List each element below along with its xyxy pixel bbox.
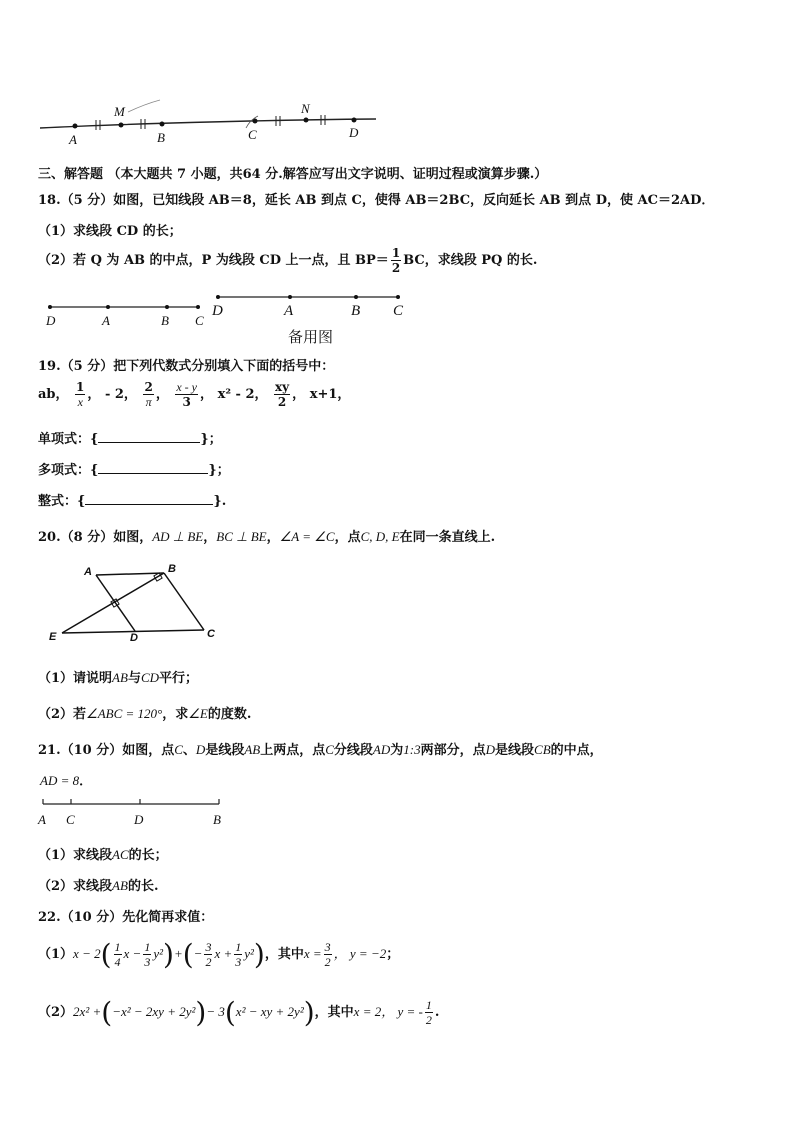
q21-label-c: C [66,812,75,827]
q22-p1-c: y² [153,946,163,961]
cond-ad-perp-be: AD ⊥ BE [152,529,204,544]
plus-sign: + [173,946,183,961]
frac-1-3: $\frac{1}{3}$ [144,940,151,969]
q18-bk-label-c: C [393,303,404,319]
point-c-ref: C [174,742,183,757]
point-n [304,118,309,123]
q19-polynomial-row [38,459,230,478]
q20-stem-end: 在同一条直线上. [399,530,496,545]
point-a [73,124,78,129]
q18-label-a: A [102,313,110,328]
minus-sign: − [193,946,203,961]
q19-integral-row [38,490,226,509]
q20-part2 [38,703,251,722]
sep: ， [87,387,101,402]
point-d-ref: D [485,742,496,757]
q21-given [40,770,92,789]
q22-part1 [38,938,399,971]
frac-3-2: $\frac{3}{2}$ [324,940,331,969]
q18-bk-pt-a [288,295,292,299]
q19-stem: 19.（5 分）把下列代数式分别填入下面的括号中： [38,359,335,374]
q18-p2-pre: （2）若 Q 为 AB 的中点，P 为线段 CD 上一点，且 BP＝ [38,253,389,268]
sep: ， [292,387,306,402]
q21-p1-pre: （1）求线段 [38,848,113,863]
q18-bk-label-d: D [212,303,223,319]
segment-cd: CD [140,670,160,685]
q22-stem: 22.（10 分）先化简再求值： [38,910,214,925]
q22-p1-h: y² [244,946,254,961]
q18-p2-post: BC，求线段 PQ 的长. [403,253,538,268]
q20-label-e: E [49,631,57,643]
label-b: B [157,130,165,145]
q18-bk-pt-d [216,295,220,299]
where-label: ，其中 [264,947,304,962]
arc-stroke [128,100,160,112]
top-line [40,119,376,128]
label-m: M [114,104,125,119]
sep: ， [155,387,169,402]
point-m [119,123,124,128]
polynomial-label: 多项式：{ [38,463,99,478]
q20-stem [38,526,495,545]
segment-cb-ref: CB [534,742,551,757]
q22-p2-label: （2） [38,1005,74,1020]
cond-bc-perp-be: BC ⊥ BE [216,529,267,544]
expr-x2-minus-2: x² - 2， [217,387,268,402]
brace-close: }； [200,432,222,447]
point-c-ref: C [325,742,334,757]
q22-p2-c: − 3 [206,1004,225,1019]
expr-xy-over-2: $\frac{xy}{2}$ [275,380,290,409]
monomial-blank[interactable] [98,430,200,443]
paren-close: ) [303,996,315,1029]
q22-p1-end: ； [386,947,400,962]
q21-stem-a: 21.（10 分）如图，点 [38,743,175,758]
q19-expressions [38,380,350,409]
q22-p2-d: x² − xy + 2y² [235,1004,304,1019]
q18-bk-pt-c [396,295,400,299]
q20-label-b: B [168,563,176,575]
q18-frac: $\frac{1}{2}$ [391,246,401,275]
q20-stem-start: 20.（8 分）如图， [38,530,153,545]
sep: ，点 [334,530,361,545]
paren-open: ( [101,996,113,1029]
y-value-label: ， y = - [381,1004,423,1019]
paren-close: ) [253,938,265,971]
polynomial-blank[interactable] [98,461,208,474]
brace-close: }； [208,463,230,478]
q20-label-c: C [207,628,215,640]
frac-1-2: $\frac{1}{2}$ [425,998,432,1027]
q21-stem [38,739,603,758]
q21-stem-b: 是线段 [205,743,245,758]
where-label: ，其中 [314,1005,354,1020]
q21-p2-post: 的长. [127,879,159,894]
q21-stem-e: 为 [390,743,404,758]
x-value: x = 2 [353,1004,382,1019]
q18-part2 [38,246,537,275]
q20-p1-post: 平行； [159,671,199,686]
sep: ， [203,530,217,545]
q19-monomial-row [38,428,222,447]
integral-blank[interactable] [85,492,213,505]
q22-p1-a: x − 2 [73,946,101,961]
q20-p1-pre: （1）请说明 [38,671,113,686]
q18-label-b: B [161,313,169,328]
q21-given-end: ． [79,774,93,789]
y-value: ， y = −2 [333,946,387,961]
integral-label: 整式：{ [38,494,86,509]
q20-p1-mid: 与 [127,671,141,686]
q20-label-a: A [84,566,92,578]
frac-1-3: $\frac{1}{3}$ [235,940,242,969]
label-c: C [248,127,257,142]
segment-ab: AB [112,878,128,893]
angle-e: ∠E [188,706,208,721]
segment-ab: AB [112,670,128,685]
q21-label-a: A [38,812,46,827]
q21-stem-g: 是线段 [495,743,535,758]
given-ad: AD = 8 [40,773,80,788]
q20-part1 [38,667,198,686]
q21-part2 [38,875,158,894]
label-n: N [301,101,310,116]
paren-close: ) [163,938,174,971]
point-d [352,118,357,123]
q21-label-d: D [134,812,144,827]
label-d: D [349,125,359,140]
paren-open: ( [182,938,194,971]
q18-bk-label-a: A [284,303,294,319]
expr-1-over-x: $\frac{1}{x}$ [76,380,85,409]
q18-stem: 18.（5 分）如图，已知线段 AB＝8，延长 AB 到点 C，使得 AB＝2BC，反向延长 AB 到点 D，使 AC＝2AD． [38,193,715,208]
label-a: A [69,132,77,147]
q21-stem-h: 的中点， [550,743,603,758]
q18-backup-caption: 备用图 [288,328,334,346]
q21-stem-c: 上两点，点 [260,743,326,758]
q22-part2 [38,996,439,1029]
monomial-label: 单项式：{ [38,432,99,447]
q22-p2-end: . [434,1005,440,1020]
q22-p2-a: 2x² + [73,1004,102,1019]
angle-abc: ∠ABC = 120° [86,706,163,721]
q22-p1-g: x + [214,946,233,961]
q21-p2-pre: （2）求线段 [38,879,113,894]
q18-bk-label-b: B [351,303,361,319]
expr-xy-over-3: $\frac{x - y}{3}$ [176,380,198,409]
expr-x-plus-1: x+1， [309,387,351,402]
q20-p2-pre: （2）若 [38,707,87,722]
expr-2-over-pi: $\frac{2}{\pi}$ [144,380,153,409]
paren-open: ( [100,938,112,971]
q21-stem-d: 分线段 [333,743,373,758]
expr-ab: ab， [38,387,69,402]
q21-stem-f: 两部分，点 [420,743,486,758]
q21-part1 [38,844,168,863]
frac-3-2: $\frac{3}{2}$ [205,940,212,969]
points-cde: C, D, E [360,529,400,544]
q18-part1: （1）求线段 CD 的长； [38,224,182,239]
point-b [160,122,165,127]
q22-p1-b: x − [123,946,142,961]
sep: 、 [182,743,196,758]
q20-p2-mid: ，求 [162,707,189,722]
paren-close: ) [195,996,207,1029]
segment-ad-ref: AD [372,742,391,757]
frac-1-4: $\frac{1}{4}$ [114,940,121,969]
q22-p2-b: −x² − 2xy + 2y² [112,1004,196,1019]
cond-angle-a-eq-c: ∠A = ∠C [279,529,335,544]
sep: ， [200,387,214,402]
q18-label-c: C [195,313,204,328]
segment-ab-ref: AB [244,742,261,757]
expr-neg2: - 2， [104,387,137,402]
paren-open: ( [224,996,236,1029]
sep: ， [266,530,280,545]
segment-ac: AC [112,847,129,862]
top-line-figure [0,0,794,160]
brace-close: }. [213,494,227,509]
section-heading: 三、解答题 （本大题共 7 小题，共64 分.解答应写出文字说明、证明过程或演算步骤.） [38,167,548,182]
ratio: 1:3 [403,742,421,757]
q20-p2-post: 的度数. [207,707,252,722]
q20-label-d: D [130,632,138,644]
q18-bk-pt-b [354,295,358,299]
q21-p1-post: 的长； [128,848,168,863]
x-value-label: x = [303,946,322,961]
q22-p1-label: （1） [38,947,74,962]
q18-label-d: D [46,313,56,328]
point-d-ref: D [195,742,206,757]
q21-label-b: B [213,812,221,827]
